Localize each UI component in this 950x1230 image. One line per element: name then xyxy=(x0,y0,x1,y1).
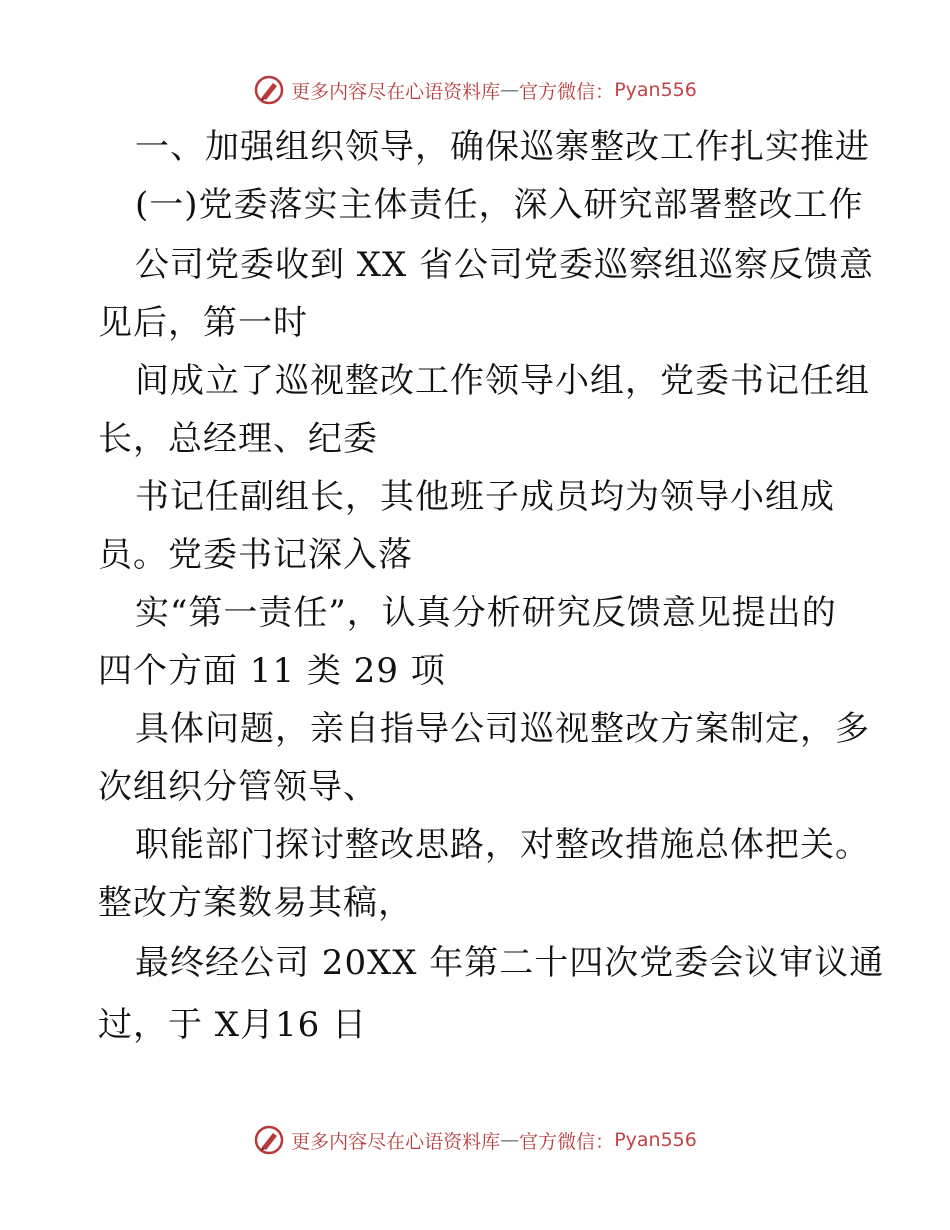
paragraph-line: 书记任副组长，其他班子成员均为领导小组成 xyxy=(135,477,835,517)
footer-watermark xyxy=(0,1120,950,1160)
heading-level-2: (一)党委落实主体责任，深入研究部署整改工作 xyxy=(135,185,864,225)
watermark-separator: — xyxy=(500,1129,520,1151)
pen-logo-icon xyxy=(253,1124,285,1156)
paragraph-line: 见后，第一时 xyxy=(98,303,308,343)
watermark-text: 更多内容尽在心语资料库 xyxy=(291,1130,501,1153)
heading-level-1: 一、加强组织领导，确保巡寨整改工作扎实推进 xyxy=(135,127,870,167)
paragraph-line: 最终经公司 20XX 年第二十四次党委会议审议通 xyxy=(135,943,885,983)
watermark-contact-id: Pyan556 xyxy=(614,1129,697,1151)
watermark-contact-id: Pyan556 xyxy=(614,79,697,101)
watermark-contact-prefix: 官方微信： xyxy=(519,1130,615,1153)
paragraph-line: 具体问题，亲自指导公司巡视整改方案制定，多 xyxy=(135,709,870,749)
header-watermark xyxy=(0,70,950,110)
paragraph-line: 四个方面 11 类 29 项 xyxy=(98,651,446,691)
paragraph-line: 长，总经理、纪委 xyxy=(98,419,378,459)
paragraph-line: 间成立了巡视整改工作领导小组，党委书记任组 xyxy=(135,361,870,401)
paragraph-line: 整改方案数易其稿， xyxy=(98,883,413,923)
watermark-text: 更多内容尽在心语资料库 xyxy=(291,80,501,103)
paragraph-line: 员。党委书记深入落 xyxy=(98,535,413,575)
paragraph-line: 职能部门探讨整改思路，对整改措施总体把关。 xyxy=(135,825,870,865)
paragraph-line: 次组织分管领导、 xyxy=(98,767,378,807)
pen-logo-icon xyxy=(253,74,285,106)
paragraph-line: 公司党委收到 XX 省公司党委巡察组巡察反馈意 xyxy=(135,245,875,285)
paragraph-line: 过，于 X月16 日 xyxy=(98,1005,368,1045)
watermark-separator: — xyxy=(500,79,520,101)
paragraph-line: 实“第一责任”，认真分析研究反馈意见提出的 xyxy=(135,593,837,633)
watermark-contact-prefix: 官方微信： xyxy=(519,80,615,103)
